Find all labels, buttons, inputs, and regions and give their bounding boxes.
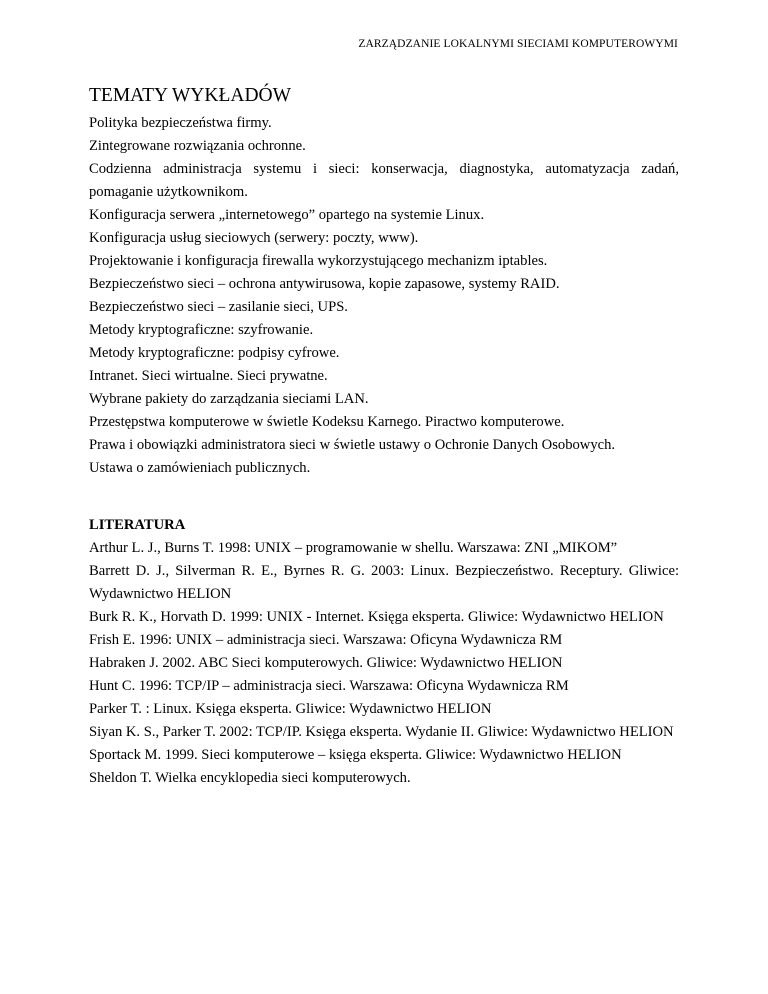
topic-item: Projektowanie i konfiguracja firewalla wykorzystującego mechanizm iptables.: [89, 253, 548, 269]
topics-heading: TEMATY WYKŁADÓW: [89, 85, 292, 106]
topic-item: Ustawa o zamówieniach publicznych.: [89, 460, 311, 476]
literature-list: [89, 537, 679, 790]
topic-item: Konfiguracja serwera „internetowego” opartego na systemie Linux.: [89, 207, 485, 223]
topic-item: Wybrane pakiety do zarządzania sieciami LAN.: [89, 391, 369, 407]
reference-item: Arthur L. J., Burns T. 1998: UNIX – programowanie w shellu. Warszawa: ZNI „MIKOM”: [89, 540, 618, 556]
topic-item: Bezpieczeństwo sieci – zasilanie sieci, UPS.: [89, 299, 348, 315]
reference-item: Hunt C. 1996: TCP/IP – administracja sieci. Warszawa: Oficyna Wydawnicza RM: [89, 678, 569, 694]
topic-item: Metody kryptograficzne: podpisy cyfrowe.: [89, 345, 340, 361]
topic-item: Metody kryptograficzne: szyfrowanie.: [89, 322, 314, 338]
reference-item: Frish E. 1996: UNIX – administracja sieci. Warszawa: Oficyna Wydawnicza RM: [89, 632, 563, 648]
reference-item: Siyan K. S., Parker T. 2002: TCP/IP. Księga eksperta. Wydanie II. Gliwice: Wydawnictwo HELION: [89, 724, 674, 740]
page-body: [89, 84, 679, 790]
reference-item: Parker T. : Linux. Księga eksperta. Gliwice: Wydawnictwo HELION: [89, 701, 492, 717]
topic-item: Codzienna administracja systemu i sieci: konserwacja, diagnostyka, automatyzacja zadań, pomaganie użytkownikom.: [89, 161, 679, 200]
topic-item: Przestępstwa komputerowe w świetle Kodeksu Karnego. Piractwo komputerowe.: [89, 414, 565, 430]
running-header: ZARZĄDZANIE LOKALNYMI SIECIAMI KOMPUTEROWYMI: [358, 38, 678, 50]
topic-item: Intranet. Sieci wirtualne. Sieci prywatne.: [89, 368, 328, 384]
topic-item: Zintegrowane rozwiązania ochronne.: [89, 138, 306, 154]
reference-item: Barrett D. J., Silverman R. E., Byrnes R. G. 2003: Linux. Bezpieczeństwo. Receptury. Gliwice: Wydawnictwo HELION: [89, 563, 679, 602]
reference-item: Burk R. K., Horvath D. 1999: UNIX - Internet. Księga eksperta. Gliwice: Wydawnictwo HELION: [89, 609, 664, 625]
topics-list: [89, 112, 679, 480]
reference-item: Sportack M. 1999. Sieci komputerowe – księga eksperta. Gliwice: Wydawnictwo HELION: [89, 747, 622, 763]
topic-item: Konfiguracja usług sieciowych (serwery: poczty, www).: [89, 230, 419, 246]
topic-item: Prawa i obowiązki administratora sieci w świetle ustawy o Ochronie Danych Osobowych.: [89, 437, 616, 453]
reference-item: Habraken J. 2002. ABC Sieci komputerowych. Gliwice: Wydawnictwo HELION: [89, 655, 563, 671]
topic-item: Bezpieczeństwo sieci – ochrona antywirusowa, kopie zapasowe, systemy RAID.: [89, 276, 560, 292]
topic-item: Polityka bezpieczeństwa firmy.: [89, 115, 272, 131]
reference-item: Sheldon T. Wielka encyklopedia sieci komputerowych.: [89, 770, 411, 786]
literature-heading: LITERATURA: [89, 517, 186, 533]
